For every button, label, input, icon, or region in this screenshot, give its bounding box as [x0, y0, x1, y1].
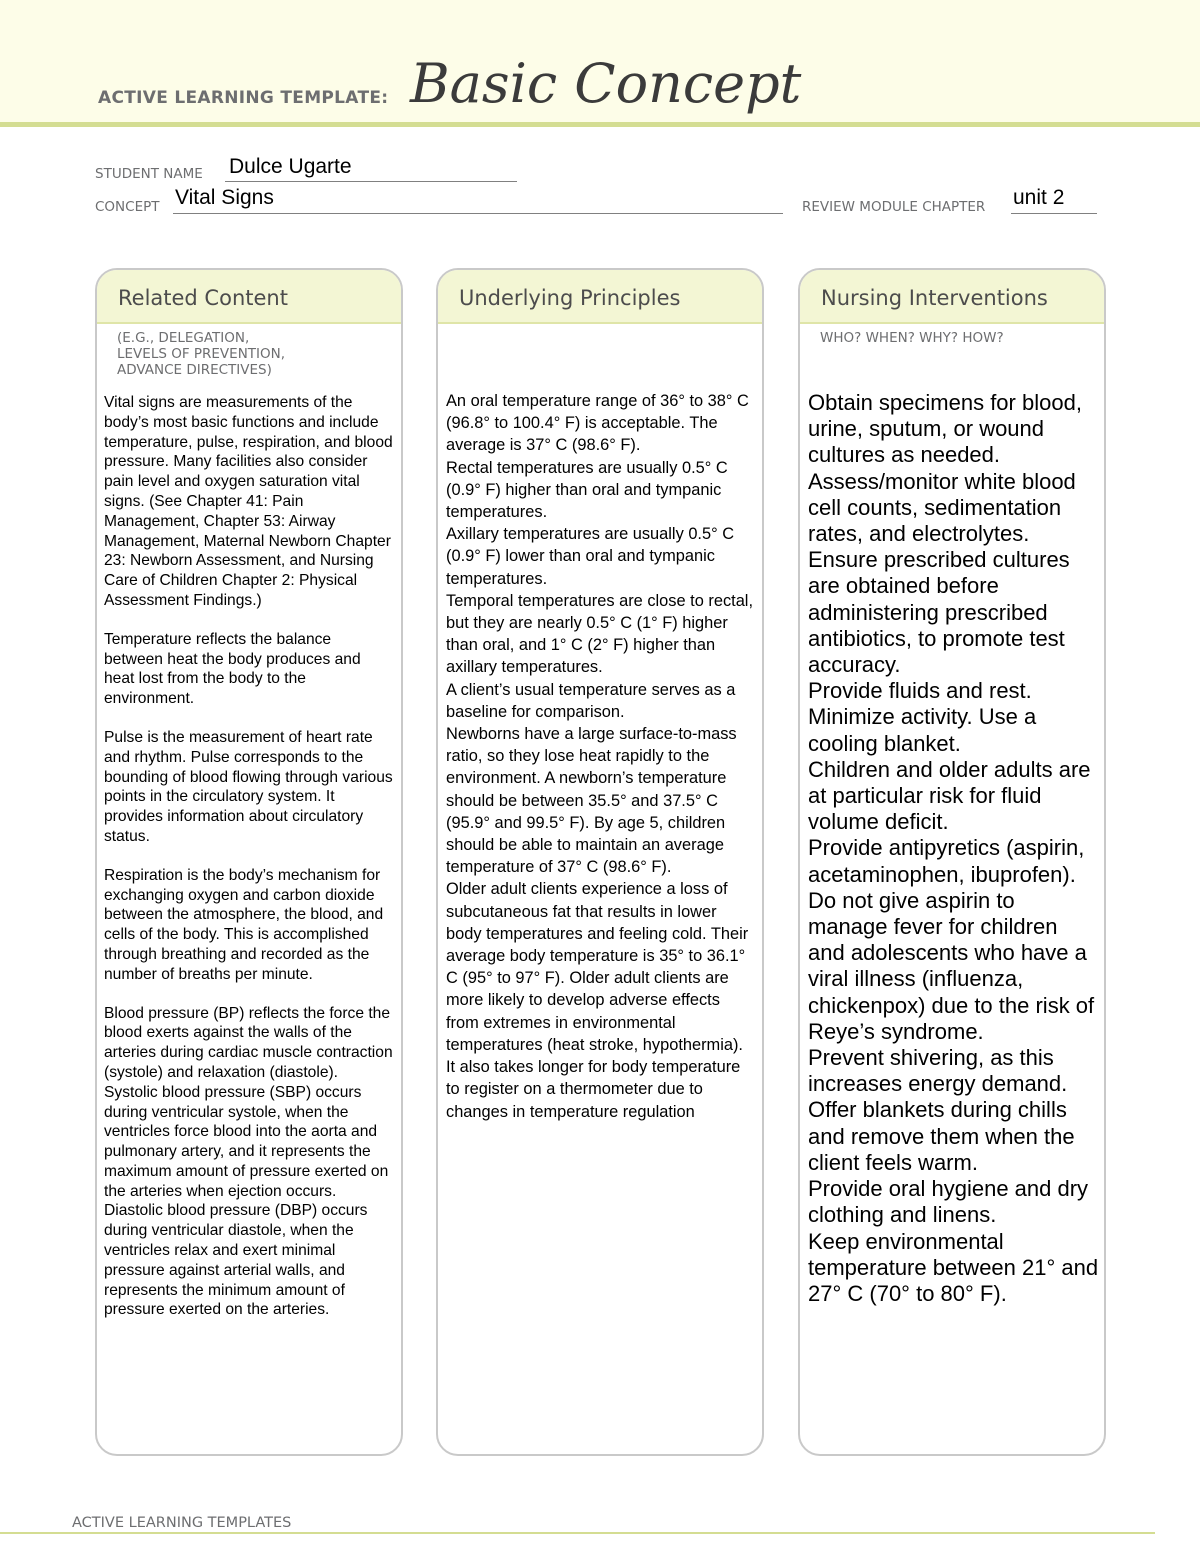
- related-content-panel: [95, 268, 403, 1456]
- underlying-principles-panel: [436, 268, 764, 1456]
- underlying-principles-text[interactable]: An oral temperature range of 36° to 38° C (96.8° to 100.4° F) is acceptable. The average is 37° C (98.6° F). Rectal temperatures are usually 0.5° C (0.9° F) higher than oral and tympanic temperatures. Axillary temperatures are usually 0.5° C (0.9° F) lower than oral and tympanic temperatures. Temporal temperatures are close to rectal, but they are nearly 0.5° C (1° F) higher than oral, and 1° C (2° F) higher than axillary temperatures. A client’s usual temperature serves as a baseline for comparison. Newborns have a large surface-to-mass ratio, so they lose heat rapidly to the environment. A newborn’s temperature should be between 35.5° and 37.5° C (95.9° and 99.5° F). By age 5, children should be able to maintain an average temperature of 37° C (98.6° F). Older adult clients experience a loss of subcutaneous fat that results in lower body temperatures and feeling cold. Their average body temperature is 35° to 36.1° C (95° to 97° F). Older adult clients are more likely to develop adverse effects from extremes in environmental temperatures (heat stroke, hypothermia). It also takes longer for body temperature to register on a thermometer due to changes in temperature regulation: [446, 392, 754, 1121]
- related-content-hint-line: ADVANCE DIRECTIVES): [117, 362, 272, 378]
- footer-label: ACTIVE LEARNING TEMPLATES: [72, 1515, 292, 1531]
- review-module-label: REVIEW MODULE CHAPTER: [802, 199, 986, 215]
- paragraph-vital-signs: Vital signs are measurements of the body’s most basic functions and include temperature, pulse, respiration, and blood pressure. Many facilities also consider pain level and oxygen saturation vital signs. (See Chapter 41: Pain Management, Chapter 53: Airway Management, Maternal Newborn Chapter 23: Newborn Assessment, and Nursing Care of Children Chapter 2: Physical Assessment Findings.): [104, 394, 393, 609]
- related-content-text[interactable]: [104, 393, 394, 1339]
- concept-line: [173, 213, 783, 214]
- nursing-interventions-header-line: [800, 322, 1104, 324]
- paragraph-pulse: Pulse is the measurement of heart rate and rhythm. Pulse corresponds to the bounding of blood flowing through various points in the circulatory system. It provides information about circulatory status.: [104, 728, 393, 845]
- related-content-header-line: [97, 322, 401, 324]
- footer-divider: [0, 1532, 1155, 1534]
- related-content-hint: [117, 330, 285, 378]
- student-name-line: [225, 181, 517, 182]
- review-module-line: [1011, 213, 1097, 214]
- concept-label: CONCEPT: [95, 199, 160, 215]
- related-content-title: Related Content: [118, 286, 288, 310]
- nursing-interventions-title: Nursing Interventions: [821, 286, 1048, 310]
- paragraph-temperature: Temperature reflects the balance between heat the body produces and heat lost from the body to the environment.: [104, 630, 361, 708]
- review-module-field[interactable]: unit 2: [1013, 186, 1065, 209]
- header-divider: [0, 122, 1200, 127]
- nursing-interventions-panel: [798, 268, 1106, 1456]
- concept-field[interactable]: Vital Signs: [175, 186, 274, 209]
- paragraph-blood-pressure: Blood pressure (BP) reflects the force the blood exerts against the walls of the arteries during cardiac muscle contraction (systole) and relaxation (diastole). Systolic blood pressure (SBP) occurs during ventricular systole, when the ventricles force blood into the aorta and pulmonary artery, and it represents the maximum amount of pressure exerted on the arteries when ejection occurs. Diastolic blood pressure (DBP) occurs during ventricular diastole, when the ventricles relax and exert minimal pressure against arterial walls, and represents the minimum amount of pressure exerted on the arteries.: [104, 1004, 393, 1319]
- header-label: ACTIVE LEARNING TEMPLATE:: [98, 88, 389, 108]
- student-name-field[interactable]: Dulce Ugarte: [229, 155, 352, 178]
- nursing-interventions-text[interactable]: Obtain specimens for blood, urine, sputum, or wound cultures as needed. Assess/monitor white blood cell counts, sedimentation rates, and electrolytes. Ensure prescribed cultures are obtained before administering prescribed antibiotics, to promote test accuracy. Provide fluids and rest. Minimize activity. Use a cooling blanket. Children and older adults are at particular risk for fluid volume deficit. Provide antipyretics (aspirin, acetaminophen, ibuprofen). Do not give aspirin to manage fever for children and adolescents who have a viral illness (influenza, chickenpox) due to the risk of Reye’s syndrome. Prevent shivering, as this increases energy demand. Offer blankets during chills and remove them when the client feels warm. Provide oral hygiene and dry clothing and linens. Keep environmental temperature between 21° and 27° C (70° to 80° F).: [808, 390, 1099, 1306]
- underlying-principles-title: Underlying Principles: [459, 286, 681, 310]
- related-content-hint-line: LEVELS OF PREVENTION,: [117, 346, 286, 362]
- nursing-interventions-hint: WHO? WHEN? WHY? HOW?: [820, 330, 1004, 346]
- underlying-principles-header-line: [438, 322, 762, 324]
- paragraph-respiration: Respiration is the body’s mechanism for exchanging oxygen and carbon dioxide between the atmosphere, the blood, and cells of the body. This is accomplished through breathing and recorded as the number of breaths per minute.: [104, 866, 384, 983]
- page-title: Basic Concept: [410, 52, 802, 115]
- student-name-label: STUDENT NAME: [95, 166, 203, 182]
- related-content-hint-line: (E.G., DELEGATION,: [117, 330, 250, 346]
